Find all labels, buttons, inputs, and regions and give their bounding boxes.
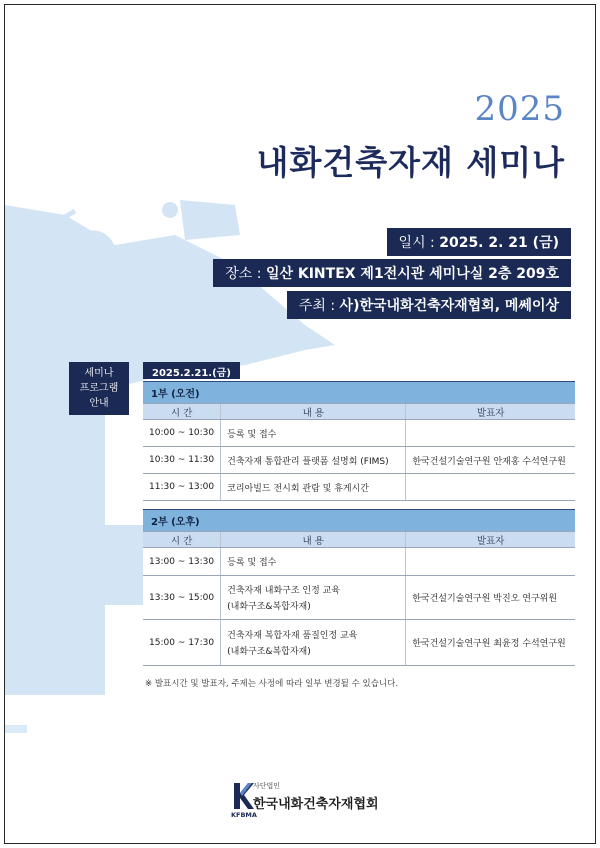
logo-subtitle: 사단법인 bbox=[253, 782, 281, 790]
column-header-speaker: 발표자 bbox=[406, 404, 575, 420]
info-venue-value: 일산 KINTEX 제1전시관 세미나실 2층 209호 bbox=[265, 266, 559, 282]
program-side-label bbox=[69, 362, 129, 415]
row-time: 13:30 ~ 15:00 bbox=[143, 576, 221, 620]
row-time: 13:00 ~ 13:30 bbox=[143, 548, 221, 576]
column-header-time: 시 간 bbox=[143, 404, 221, 420]
row-content: 등록 및 접수 bbox=[221, 420, 406, 447]
row-content-line: (내화구조&복합자재) bbox=[227, 647, 311, 657]
row-content: 코리아빌드 전시회 관람 및 휴게시간 bbox=[221, 474, 406, 501]
row-content-line: (내화구조&복합자재) bbox=[227, 602, 311, 612]
logo-org-name: 한국내화건축자재협회 bbox=[253, 797, 379, 812]
schedule-table-part2 bbox=[143, 509, 575, 666]
row-speaker bbox=[406, 420, 575, 447]
row-content-line: 건축자재 복합자재 품질인정 교육 bbox=[227, 631, 358, 641]
row-time: 15:00 ~ 17:30 bbox=[143, 620, 221, 666]
column-header-content: 내 용 bbox=[221, 404, 406, 420]
part-title: 2부 (오후) bbox=[143, 510, 575, 532]
row-content-line: 건축자재 내화구조 인정 교육 bbox=[227, 586, 341, 596]
table-row bbox=[143, 447, 575, 474]
table-row bbox=[143, 620, 575, 666]
table-row bbox=[143, 474, 575, 501]
row-content: 등록 및 접수 bbox=[221, 548, 406, 576]
column-header-content: 내 용 bbox=[221, 532, 406, 548]
part-header-row bbox=[143, 510, 575, 532]
info-venue-label: 장소 : bbox=[225, 266, 266, 282]
table-row bbox=[143, 548, 575, 576]
row-time: 11:30 ~ 13:00 bbox=[143, 474, 221, 501]
kfbma-logo-mark-icon bbox=[231, 781, 255, 811]
table-row bbox=[143, 420, 575, 447]
info-host bbox=[287, 291, 571, 319]
info-date bbox=[387, 228, 571, 256]
event-title: 내화건축자재 세미나 bbox=[256, 143, 565, 182]
row-speaker: 한국건설기술연구원 박진오 연구위원 bbox=[406, 576, 575, 620]
info-date-value: 2025. 2. 21 (금) bbox=[439, 235, 559, 251]
info-venue bbox=[213, 259, 571, 287]
column-header-row bbox=[143, 532, 575, 548]
row-time: 10:00 ~ 10:30 bbox=[143, 420, 221, 447]
kfbma-logo bbox=[231, 781, 391, 821]
side-label-line: 세미나 bbox=[84, 368, 114, 379]
info-date-label: 일시 : bbox=[398, 235, 440, 251]
row-time: 10:30 ~ 11:30 bbox=[143, 447, 221, 474]
row-speaker bbox=[406, 474, 575, 501]
row-speaker bbox=[406, 548, 575, 576]
row-content bbox=[221, 620, 406, 666]
row-speaker: 한국건설기술연구원 최윤정 수석연구원 bbox=[406, 620, 575, 666]
logo-abbreviation: KFBMA bbox=[231, 811, 257, 819]
seminar-poster bbox=[4, 4, 596, 844]
info-host-value: 사)한국내화건축자재협회, 메쎄이상 bbox=[339, 298, 559, 314]
table-row bbox=[143, 576, 575, 620]
column-header-speaker: 발표자 bbox=[406, 532, 575, 548]
side-label-line: 프로그램 bbox=[79, 383, 119, 394]
column-header-row bbox=[143, 404, 575, 420]
row-speaker: 한국건설기술연구원 안재홍 수석연구원 bbox=[406, 447, 575, 474]
row-content: 건축자재 통합관리 플랫폼 설명회 (FIMS) bbox=[221, 447, 406, 474]
column-header-time: 시 간 bbox=[143, 532, 221, 548]
program-date-tab: 2025.2.21.(금) bbox=[143, 362, 240, 379]
info-host-label: 주최 : bbox=[298, 298, 340, 314]
schedule-table-part1 bbox=[143, 381, 575, 501]
schedule-change-note: ※ 발표시간 및 발표자, 주제는 사정에 따라 일부 변경될 수 있습니다. bbox=[145, 679, 399, 689]
row-content bbox=[221, 576, 406, 620]
side-label-line: 안내 bbox=[89, 398, 109, 409]
event-year: 2025 bbox=[474, 89, 565, 129]
part-header-row bbox=[143, 382, 575, 404]
part-title: 1부 (오전) bbox=[143, 382, 575, 404]
